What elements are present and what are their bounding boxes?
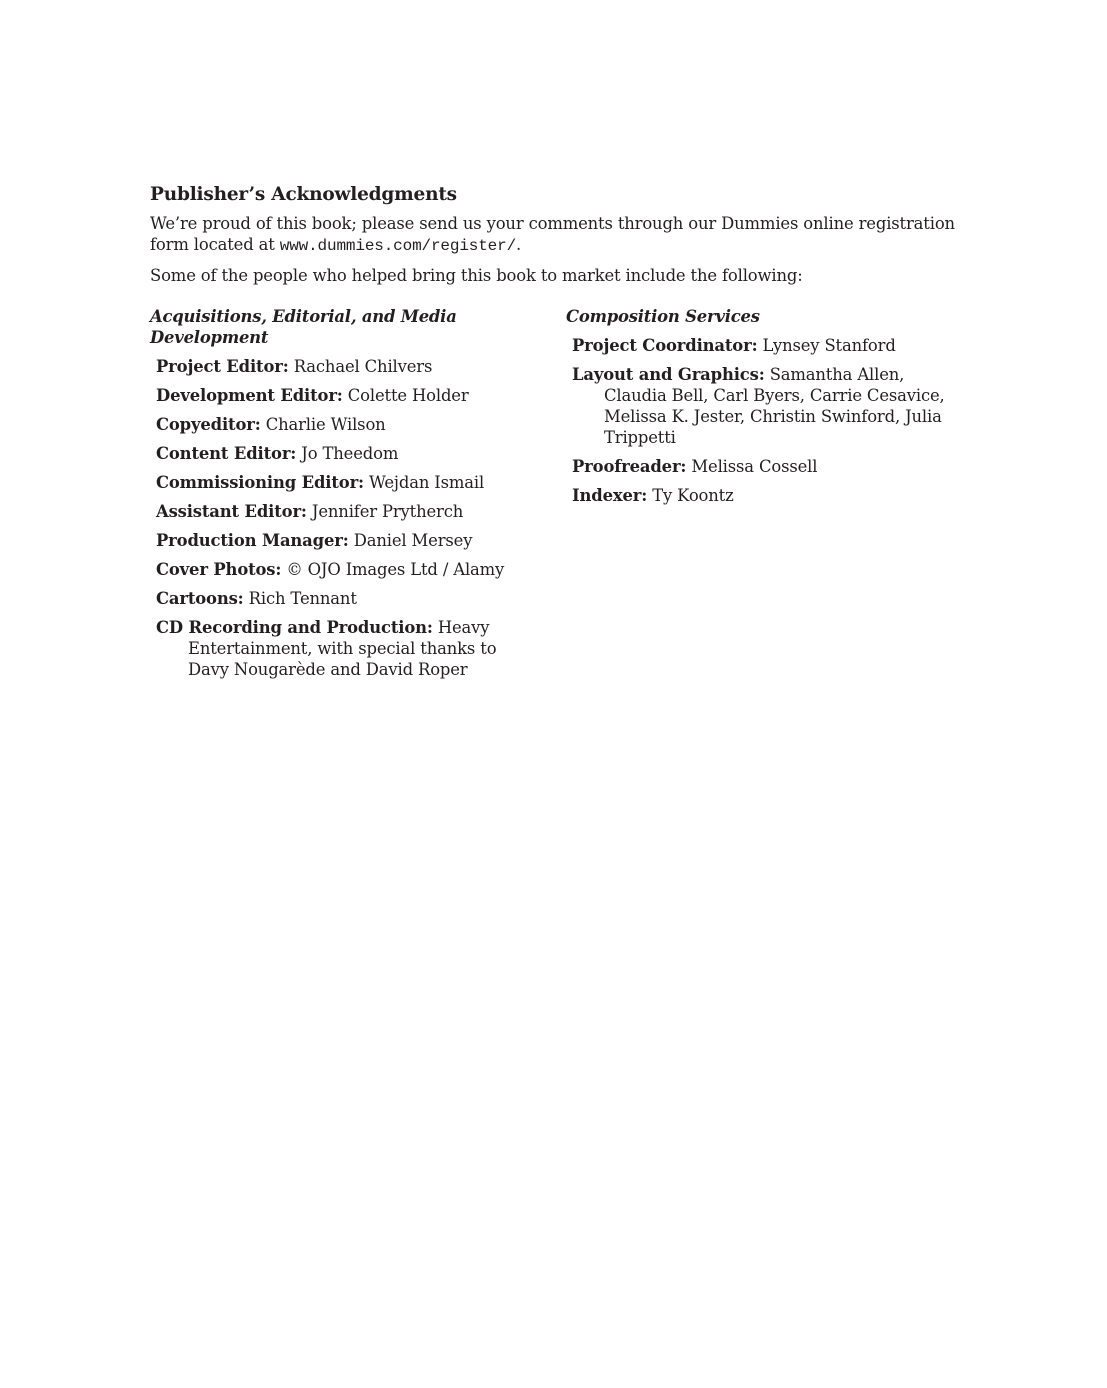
- credit-names: Jennifer Prytherch: [311, 502, 464, 521]
- credit-role: Development Editor:: [156, 386, 343, 405]
- intro-period: .: [516, 235, 522, 254]
- right-column: [566, 306, 946, 514]
- credit-entry: [156, 356, 540, 377]
- credit-entry: [156, 472, 540, 493]
- credit-role: Layout and Graphics:: [572, 365, 765, 384]
- credit-names: Daniel Mersey: [353, 531, 473, 550]
- credit-role: Cartoons:: [156, 589, 244, 608]
- right-column-heading: Composition Services: [566, 307, 760, 326]
- left-column: [150, 306, 540, 688]
- credit-role: Copyeditor:: [156, 415, 261, 434]
- credit-entry: [156, 501, 540, 522]
- credit-role: Production Manager:: [156, 531, 349, 550]
- intro-followup: Some of the people who helped bring this book to market include the following:: [150, 266, 803, 285]
- page-title: Publisher’s Acknowledgments: [150, 184, 457, 205]
- credit-entry: [572, 335, 946, 356]
- credit-role: Indexer:: [572, 486, 648, 505]
- credit-names: Jo Theedom: [301, 444, 399, 463]
- credit-entry: [156, 530, 540, 551]
- registration-url[interactable]: www.dummies.com/register/: [279, 237, 517, 255]
- credit-names: Lynsey Stanford: [762, 336, 896, 355]
- credit-names: Heavy Entertainment, with special thanks to Davy Nougarède and David Roper: [188, 618, 497, 679]
- acknowledgments-page: [150, 183, 960, 679]
- credit-entry: [156, 443, 540, 464]
- credit-entry: [156, 414, 540, 435]
- credit-role: Content Editor:: [156, 444, 297, 463]
- credit-role: Cover Photos:: [156, 560, 282, 579]
- credit-entry: [572, 364, 946, 448]
- credit-role: Assistant Editor:: [156, 502, 307, 521]
- left-column-heading: Acquisitions, Editorial, and Media Development: [150, 307, 457, 347]
- credit-entry: [572, 485, 946, 506]
- credit-names: © OJO Images Ltd / Alamy: [286, 560, 505, 579]
- credit-names: Ty Koontz: [652, 486, 734, 505]
- credit-names: Rachael Chilvers: [293, 357, 433, 376]
- intro-text: We’re proud of this book; please send us your comments through our Dummies online registration form located at: [150, 214, 955, 254]
- credit-entry: [572, 456, 946, 477]
- credit-entry: [156, 559, 540, 580]
- credit-role: Project Coordinator:: [572, 336, 758, 355]
- credit-entry: [156, 385, 540, 406]
- credit-names: Rich Tennant: [248, 589, 357, 608]
- credit-names: Colette Holder: [347, 386, 469, 405]
- credit-role: CD Recording and Production:: [156, 618, 433, 637]
- credit-role: Project Editor:: [156, 357, 289, 376]
- credit-names: Samantha Allen, Claudia Bell, Carl Byers, Carrie Cesavice, Melissa K. Jester, Christin Swinford, Julia Trippetti: [604, 365, 945, 447]
- credit-role: Proofreader:: [572, 457, 687, 476]
- credit-names: Melissa Cossell: [691, 457, 818, 476]
- credit-names: Charlie Wilson: [265, 415, 386, 434]
- credit-entry: [156, 588, 540, 609]
- intro-paragraph: [150, 213, 960, 257]
- credit-role: Commissioning Editor:: [156, 473, 364, 492]
- credit-entry: [156, 617, 540, 680]
- credit-names: Wejdan Ismail: [369, 473, 485, 492]
